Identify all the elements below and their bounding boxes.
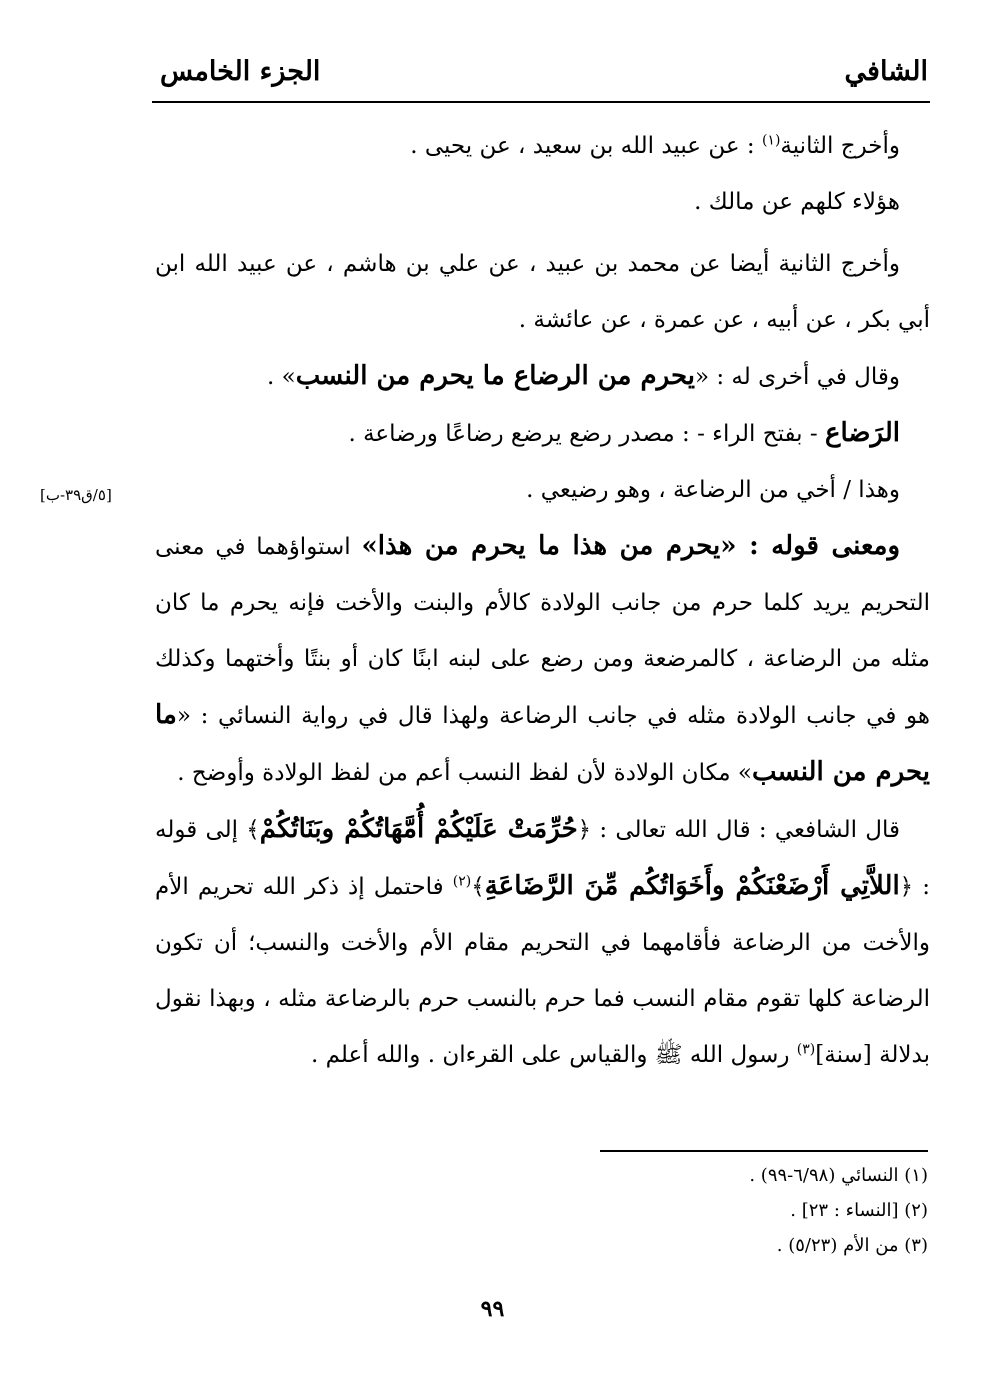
paragraph-7-text-a: استواؤهما في معنى التحريم يريد كلما حرم من جانب الولادة كالأم والبنت والأخت فإنه يحرم ما كان مثله من الرضاعة ، كالمرضعة ومن رضع على لبنه ابنًا كان أو بنتًا وأختهما وكذلك هو في جانب الولادة مثله في جانب الرضاعة ولهذا قال في رواية النسائي : «	[155, 534, 930, 729]
footnote-divider	[600, 1150, 928, 1152]
footnote-1: (١) النسائي (٦/٩٨-٩٩) .	[749, 1165, 928, 1186]
paragraph-8-text-e: رسول الله ﷺ والقياس على القرءان . والله أعلم .	[310, 1042, 797, 1068]
book-title: الشافي	[844, 56, 928, 87]
hadith-quote: يحرم من الرضاع ما يحرم من النسب	[295, 361, 695, 391]
part-title: الجزء الخامس	[160, 56, 321, 87]
margin-manuscript-reference: [٥/ق٣٩-ب]	[40, 486, 112, 504]
paragraph-7-text-b: » مكان الولادة لأن لفظ النسب أعم من لفظ الولادة وأوضح .	[177, 760, 752, 786]
page-number: ٩٩	[480, 1296, 505, 1322]
paragraph-8-text-b: ﴾ إلى قوله : ﴿	[155, 817, 931, 900]
paragraph-8-text-c: ﴾	[471, 874, 485, 900]
paragraph-1-text-a: وأخرج الثانية	[780, 133, 900, 159]
paragraph-5	[155, 405, 930, 462]
paragraph-1	[155, 118, 930, 174]
paragraph-7-quote: ما يحرم من النسب	[155, 700, 930, 787]
page-header	[150, 52, 930, 100]
paragraph-8-text-d: فاحتمل إذ ذكر الله تحريم الأم والأخت من الرضاعة فأقامهما في التحريم مقام الأم والأخت والنسب؛ أن تكون الرضاعة كلها تقوم مقام النسب فما حرم بالنسب حرم بالرضاعة مثله ، وبهذا نقول بدلالة [سنة]	[155, 874, 930, 1068]
paragraph-4-text-a: وقال في أخرى له : «	[694, 364, 900, 390]
paragraph-8-text-a: قال الشافعي : قال الله تعالى : ﴿	[577, 817, 900, 843]
paragraph-4	[155, 348, 930, 405]
paragraph-3: وأخرج الثانية أيضا عن محمد بن عبيد ، عن علي بن هاشم ، عن عبيد الله ابن أبي بكر ، عن أبيه ، عن عمرة ، عن عائشة .	[155, 251, 930, 333]
footnotes	[560, 1158, 928, 1263]
paragraph-7	[155, 518, 930, 801]
main-text	[155, 118, 930, 1083]
quran-verse-2: اللاَّتِي أَرْضَعْنَكُمْ وأَخَوَاتُكُم مِّنَ الرَّضَاعَةِ	[484, 871, 900, 901]
footnote-3: (٣) من الأم (٥/٢٣) .	[776, 1235, 928, 1256]
paragraph-7-heading: ومعنى قوله : «يحرم من هذا ما يحرم من هذا»	[361, 531, 900, 561]
footnote-ref-2: (٢)	[452, 873, 472, 890]
paragraph-1-text-b: : عن عبيد الله بن سعيد ، عن يحيى .	[410, 133, 762, 159]
term-heading: الرَضاع	[824, 418, 900, 448]
paragraph-4-text-b: » .	[267, 364, 296, 390]
footnote-2: (٢) [النساء : ٢٣] .	[790, 1200, 928, 1221]
paragraph-8	[155, 801, 930, 1083]
paragraph-2: هؤلاء كلهم عن مالك .	[694, 189, 900, 215]
header-divider	[152, 101, 930, 103]
paragraph-6: وهذا / أخي من الرضاعة ، وهو رضيعي .	[526, 477, 900, 503]
quran-verse-1: حُرِّمَتْ عَلَيْكُمْ أُمَّهَاتُكُمْ وبَنَاتُكُمْ	[259, 814, 578, 844]
paragraph-5-text: - بفتح الراء - : مصدر رضع يرضع رضاعًا ورضاعة .	[348, 421, 825, 447]
footnote-ref-3: (٣)	[796, 1041, 816, 1058]
footnote-ref-1: (١)	[761, 132, 781, 149]
